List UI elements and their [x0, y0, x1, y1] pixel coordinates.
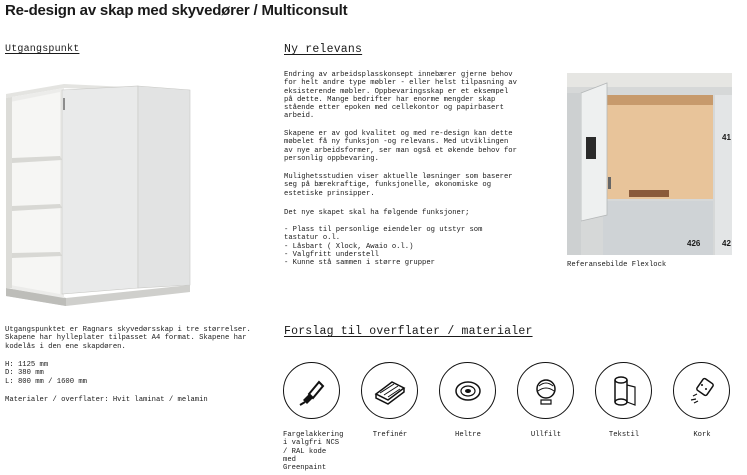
wool-icon: [517, 362, 574, 419]
reference-photo-flexlock: [567, 73, 732, 255]
paint-brush-icon: [283, 362, 340, 419]
relevans-paragraph-3: Mulighetsstudien viser aktuelle løsninger som baserer seg på bærekraftige, funksjonelle, økonomiske og estetiske prinsipper.: [284, 173, 513, 198]
material-label: Kork: [693, 431, 711, 439]
relevans-paragraph-4: Det nye skapet skal ha følgende funksjoner;: [284, 209, 470, 217]
photo-caption: Referansebilde Flexlock: [567, 261, 667, 269]
cork-icon: [673, 362, 730, 419]
relevans-paragraph-2: Skapene er av god kvalitet og med re-design kan dette møbelet få ny funksjon -og relevans. Med utviklingen av nye arbeidsformer, ser man også et økende behov for personlig oppbevaring.: [284, 130, 517, 163]
log-icon: [439, 362, 496, 419]
materials-text: Materialer / overflater: Hvit laminat / melamin: [5, 396, 208, 404]
cabinet-number-41: 41: [722, 133, 731, 142]
material-label: Trefinér: [372, 431, 408, 439]
material-item-kork: [673, 362, 737, 439]
cabinet-number-42: 42: [722, 239, 731, 248]
cabinet-number-426: 426: [687, 239, 701, 248]
relevans-paragraph-1: Endring av arbeidsplasskonsept innebærer gjerne behov for helt andre type møbler - eller helst tilpasning av eksisterende møbler. Oppbevaringsskap er et eksempel på dette. Mange bedrifter har enorme mengder skap stående etter epoken med cellekontor og papirbasert arbeid.: [284, 71, 517, 121]
function-list: - Plass til personlige eiendeler og utstyr som tastatur o.l. - Låsbart ( Xlock, Awaio o.l.) - Valgfritt understell - Kunne stå sammen i større grupper: [284, 226, 483, 268]
material-item-paint: [283, 362, 347, 472]
material-item-ullfilt: [517, 362, 581, 439]
material-label: Tekstil: [608, 431, 640, 439]
section-heading-overflater: Forslag til overflater / materialer: [284, 325, 533, 338]
cabinet-dimensions: H: 1125 mm D: 380 mm L: 800 mm / 1600 mm: [5, 361, 87, 386]
material-item-tekstil: [595, 362, 659, 439]
cabinet-illustration: [4, 80, 192, 306]
section-heading-ny-relevans: Ny relevans: [284, 43, 363, 56]
material-item-trefiner: [361, 362, 425, 439]
utgangspunkt-description: Utgangspunktet er Ragnars skyvedørsskap i tre størrelser. Skapene har hylleplater tilpasset A4 format. Skapene har kodelås i den ene skapdøren.: [5, 326, 251, 351]
material-label: Heltre: [455, 431, 481, 439]
material-label: Fargelakkering i valgfri NCS / RAL kode med Greenpaint: [283, 431, 344, 473]
section-heading-utgangspunkt: Utgangspunkt: [5, 44, 80, 55]
wood-icon: [361, 362, 418, 419]
material-item-heltre: [439, 362, 503, 439]
page-title: Re-design av skap med skyvedører / Multiconsult: [5, 2, 348, 19]
material-label: Ullfilt: [530, 431, 562, 439]
textile-roll-icon: [595, 362, 652, 419]
materials-icon-row: [283, 362, 743, 472]
